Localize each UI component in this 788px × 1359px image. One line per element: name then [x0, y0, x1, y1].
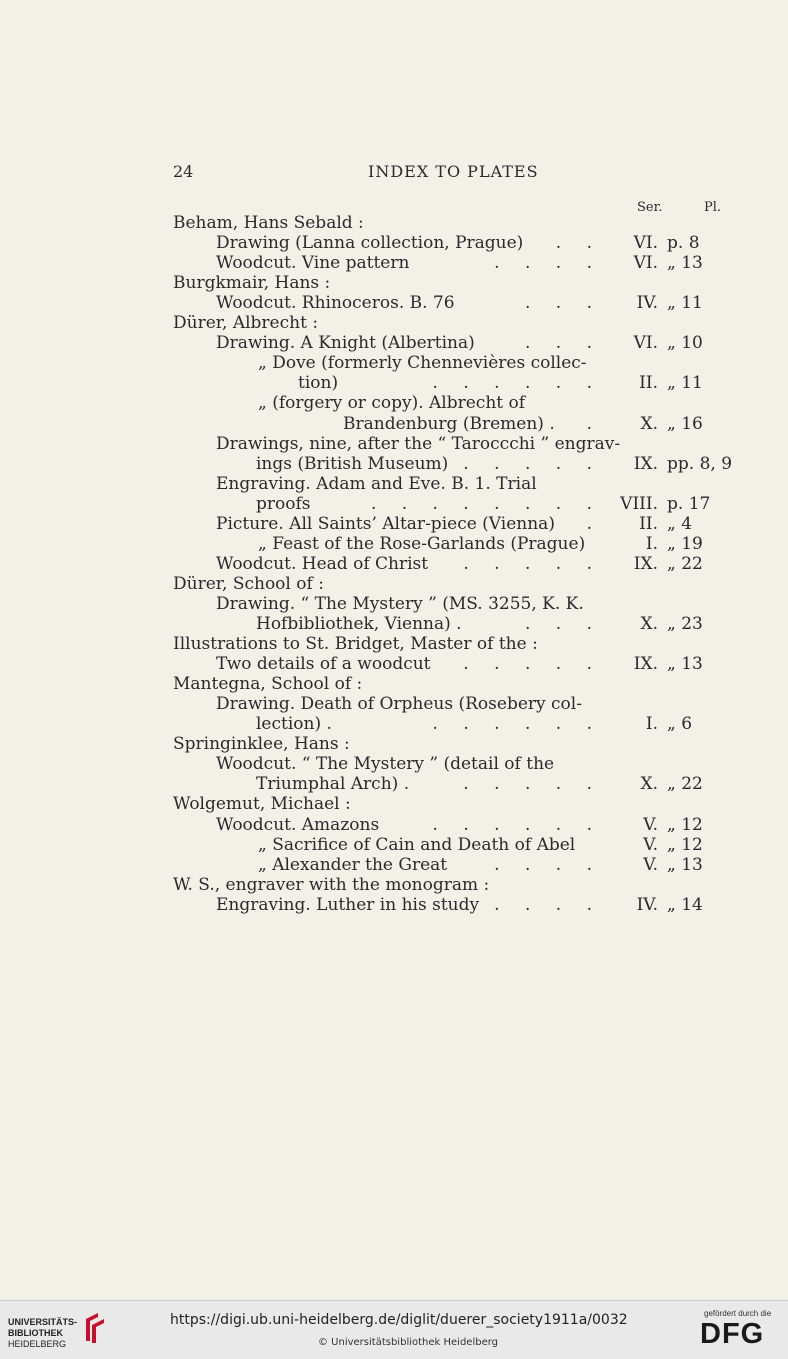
series-number: VI.: [633, 253, 658, 274]
index-entry-text: „ Feast of the Rose-Garlands (Prague): [258, 533, 586, 554]
plate-number: „ 23: [667, 614, 703, 634]
leader-dots: . . . . . .: [432, 814, 602, 835]
page-number: 24: [173, 162, 194, 181]
index-entry-text: ings (British Museum): [256, 453, 449, 474]
leader-dots: . . . . .: [463, 774, 602, 795]
plate-number: p. 17: [667, 493, 711, 514]
series-number: IV.: [636, 293, 658, 314]
index-entry-text: Drawing (Lanna collection, Prague): [216, 233, 524, 254]
series-number: V.: [643, 834, 658, 855]
leader-dots: . . . . . .: [432, 714, 602, 735]
index-entry-text: Woodcut. “ The Mystery ” (detail of the: [216, 754, 555, 775]
leader-dots: . . . . .: [463, 453, 602, 474]
index-entry-text: Springinklee, Hans :: [173, 734, 350, 755]
index-entry-text: Drawings, nine, after the “ Taroccchi ” engrav-: [216, 433, 621, 454]
index-entry-text: Woodcut. Amazons: [216, 814, 380, 835]
dfg-logo: DFG: [700, 1318, 765, 1350]
funding-note: gefördert durch die: [704, 1309, 772, 1318]
index-entry-text: Drawing. A Knight (Albertina): [216, 333, 475, 354]
footer-bar: [0, 1300, 788, 1359]
index-entry-text: „ Alexander the Great: [258, 854, 448, 875]
index-entry-text: Dürer, Albrecht :: [173, 313, 319, 334]
leader-dots: . . . . . .: [432, 373, 602, 394]
plate-number: „ 19: [667, 533, 703, 554]
plate-number: pp. 8, 9: [667, 453, 733, 474]
column-header-pl: Pl.: [704, 200, 722, 215]
index-entry-text: Woodcut. Rhinoceros. B. 76: [216, 293, 455, 314]
index-entry-text: Illustrations to St. Bridget, Master of the :: [173, 634, 538, 655]
series-number: V.: [643, 814, 658, 835]
index-entry-text: Dürer, School of :: [173, 573, 324, 594]
index-entry-text: Burgkmair, Hans :: [173, 273, 331, 294]
index-entry-text: proofs: [256, 493, 311, 514]
index-entry-text: „ (forgery or copy). Albrecht of: [258, 393, 526, 414]
series-number: IV.: [636, 894, 658, 915]
library-name: [8, 1317, 77, 1350]
leader-dots: . . . .: [494, 854, 602, 875]
plate-number: „ 4: [667, 513, 693, 534]
plate-number: „ 12: [667, 814, 703, 835]
plate-number: „ 14: [667, 894, 703, 915]
series-number: I.: [645, 714, 658, 735]
index-entry-text: tion): [298, 373, 339, 394]
index-entry-text: Hofbibliothek, Vienna) .: [256, 614, 462, 634]
leader-dots: . . . .: [494, 894, 602, 915]
library-logo-icon: [82, 1311, 106, 1345]
index-entry-text: Woodcut. Head of Christ: [216, 553, 429, 574]
series-number: X.: [640, 774, 658, 795]
series-number: II.: [639, 373, 658, 394]
index-entry-text: W. S., engraver with the monogram :: [173, 874, 490, 895]
index-entry-text: Engraving. Adam and Eve. B. 1. Trial: [216, 473, 537, 494]
plate-number: „ 10: [667, 333, 703, 354]
plate-number: „ 12: [667, 834, 703, 855]
leader-dots: . . . . . . . .: [370, 493, 602, 514]
series-number: X.: [640, 614, 658, 634]
index-entry-text: Beham, Hans Sebald :: [173, 213, 364, 233]
index-entry-text: Mantegna, School of :: [173, 674, 363, 695]
plate-number: p. 8: [667, 233, 700, 254]
series-number: IX.: [633, 654, 658, 675]
plate-number: „ 22: [667, 553, 703, 574]
series-number: V.: [643, 854, 658, 875]
plate-number: „ 13: [667, 854, 703, 875]
series-number: VIII.: [620, 493, 658, 514]
series-number: VI.: [633, 233, 658, 254]
index-entry-text: Two details of a woodcut: [216, 654, 431, 675]
plate-number: „ 16: [667, 413, 703, 434]
plate-number: „ 6: [667, 714, 693, 735]
index-entry-text: Wolgemut, Michael :: [173, 794, 351, 815]
plate-number: „ 11: [667, 293, 703, 314]
index-entry-text: „ Dove (formerly Chennevières collec-: [258, 353, 587, 374]
series-number: X.: [640, 413, 658, 434]
series-number: IX.: [633, 553, 658, 574]
index-entry-text: Drawing. Death of Orpheus (Rosebery col-: [216, 694, 582, 715]
column-header-ser: Ser.: [637, 200, 663, 215]
leader-dots: . . .: [524, 293, 602, 314]
series-number: IX.: [633, 453, 658, 474]
series-number: VI.: [633, 333, 658, 354]
copyright-text: © Universitätsbibliothek Heidelberg: [318, 1337, 499, 1348]
index-entry-text: „ Sacrifice of Cain and Death of Abel: [258, 834, 576, 855]
leader-dots: .: [586, 413, 602, 434]
plate-number: „ 22: [667, 774, 703, 795]
page-title: INDEX TO PLATES: [368, 162, 539, 181]
plate-number: „ 13: [667, 654, 703, 675]
leader-dots: . . .: [524, 614, 602, 634]
index-entry-text: Drawing. “ The Mystery ” (MS. 3255, K. K.: [216, 593, 584, 614]
leader-dots: . .: [555, 233, 602, 254]
index-entry-text: Woodcut. Vine pattern: [216, 253, 410, 274]
leader-dots: . . . . .: [463, 553, 602, 574]
series-number: I.: [645, 533, 658, 554]
permalink-url[interactable]: https://digi.ub.uni-heidelberg.de/diglit/duerer_society1911a/0032: [170, 1312, 628, 1328]
library-name-line: UNIVERSITÄTS-: [8, 1317, 78, 1327]
leader-dots: . . . .: [494, 253, 602, 274]
index-entry-text: Brandenburg (Bremen) .: [343, 413, 555, 434]
leader-dots: .: [586, 513, 602, 534]
library-name-line: BIBLIOTHEK: [8, 1328, 63, 1338]
index-entry-text: Triumphal Arch) .: [256, 774, 410, 795]
index-entry-text: Picture. All Saints’ Altar-piece (Vienna): [216, 513, 555, 534]
plate-number: „ 13: [667, 253, 703, 274]
library-name-line: HEIDELBERG: [8, 1339, 67, 1349]
leader-dots: . . . . .: [463, 654, 602, 675]
plate-number: „ 11: [667, 373, 703, 394]
leader-dots: . . .: [524, 333, 602, 354]
index-entry-text: lection) .: [256, 714, 332, 735]
series-number: II.: [639, 513, 658, 534]
index-entry-text: Engraving. Luther in his study: [216, 894, 480, 915]
